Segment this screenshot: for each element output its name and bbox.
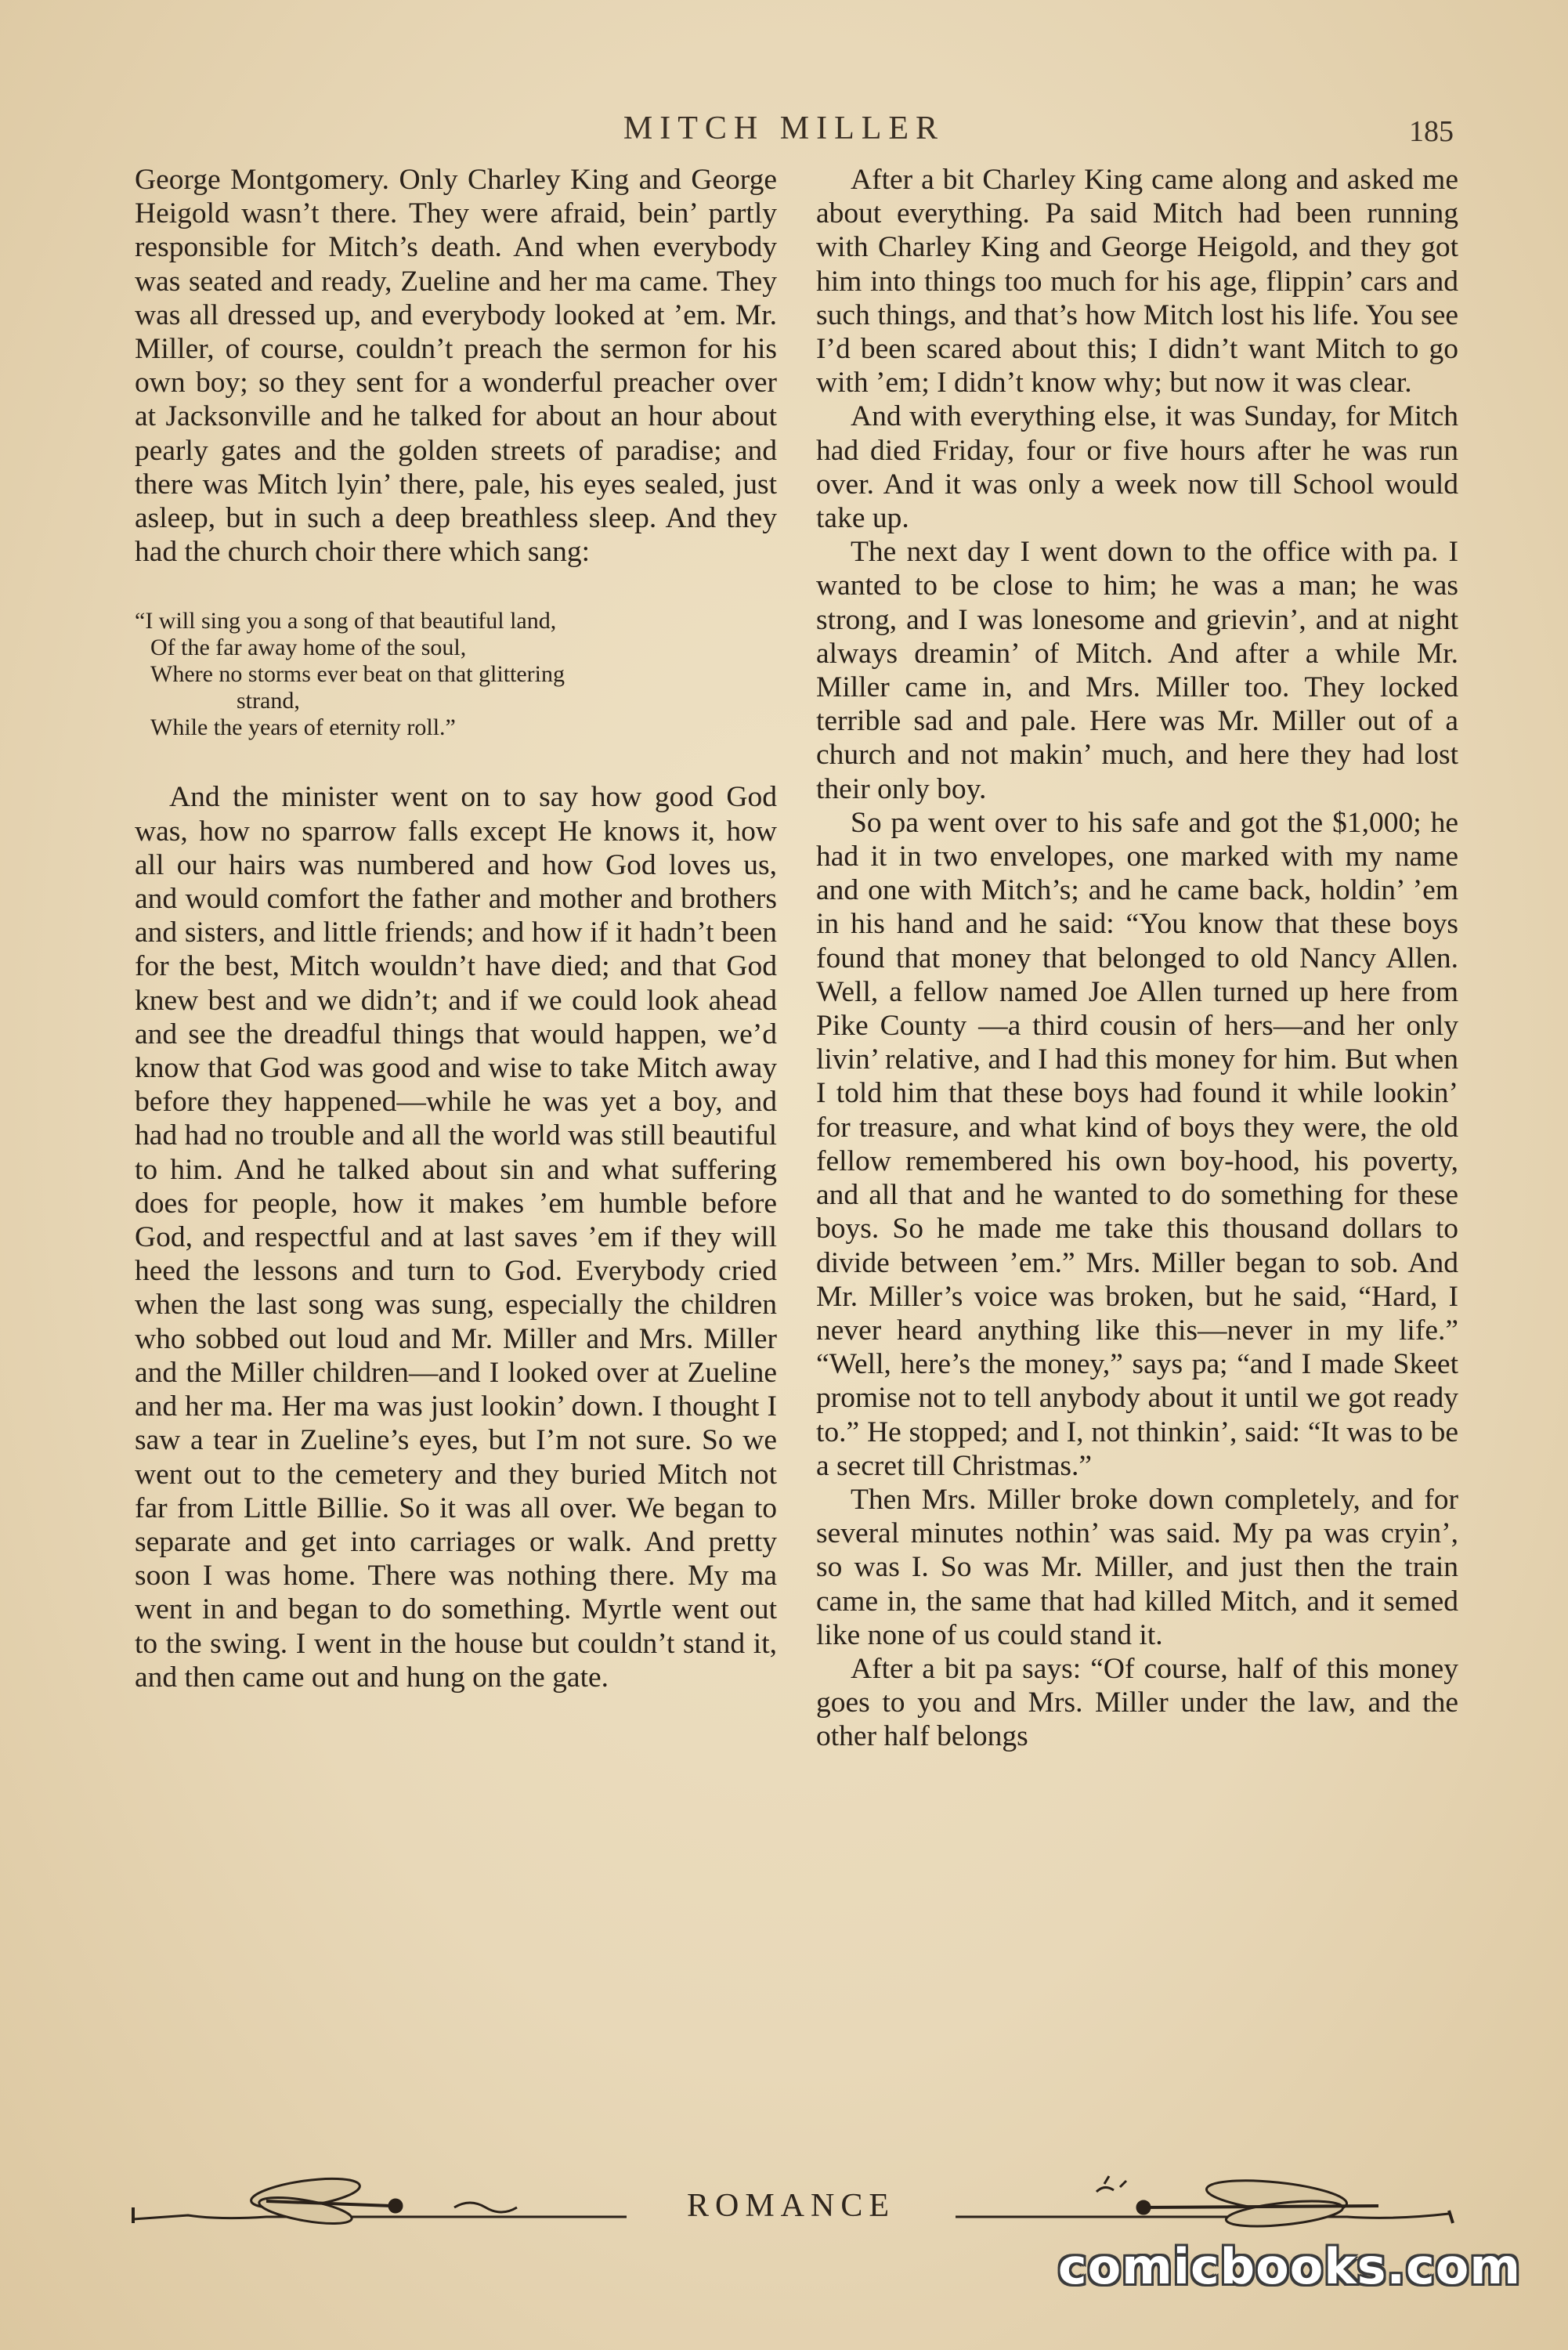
poem-line: Of the far away home of the soul, (150, 634, 467, 661)
watermark: comicbooks.com (1057, 2238, 1521, 2295)
poem-quote (135, 608, 777, 741)
poem-line: “I will sing you a song of that beautiful land, (135, 608, 557, 634)
paragraph: After a bit Charley King came along and asked me about everything. Pa said Mitch had been running with Charley King and George Heigold, and they got him into things too much for his age, flippin’ cars and such things, and that’s how Mitch lost his life. You see I’d been scared about this; I didn’t want Mitch to go with ’em; I didn’t know why; but now it was clear. (816, 164, 1458, 400)
paragraph: The next day I went down to the office with pa. I wanted to be close to him; he was a man; he was strong, and I was lonesome and grievin’, and at night always dreamin’ of Mitch. And after a while Mr. Miller came in, and Mrs. Miller too. They locked terrible sad and pale. Here was Mr. Miller out of a church and not makin’ much, and here they had lost their only boy. (816, 536, 1458, 805)
magazine-title: ROMANCE (686, 2188, 896, 2224)
paragraph: And with everything else, it was Sunday, for Mitch had died Friday, four or five hours after he was run over. And it was only a week now till School would take up. (816, 400, 1458, 535)
paragraph: And the minister went on to say how good God was, how no sparrow falls except He knows it, how all our hairs was numbered and how God loves us, and would comfort the father and mother and brothers and sisters, and little friends; and how if it hadn’t been for the best, Mitch wouldn’t have died; and that God knew best and we didn’t; and if we could look ahead and see the dreadful things that would happen, we’d know that God was good and wise to take Mitch away before they happened—while he was yet a boy, and had had no trouble and all the world was still beautiful to him. And he talked about sin and what suffering does for people, how it makes ’em humble before God, and respectful and at last saves ’em if they will heed the lessons and turn to God. Everybody cried when the last song was sung, especially the children who sobbed out loud and Mr. Miller and Mrs. Miller and the Miller children—and I looked over at Zueline and her ma. Her ma was just lookin’ down. I thought I saw a tear in Zueline’s eyes, but I’m not sure. So we went out to the cemetery and they buried Mitch not far from Little Billie. So it was all over. We began to separate and get into carriages or walk. And pretty soon I was home. There was nothing there. My ma went in and began to do something. Myrtle went out to the swing. I went in the house but couldn’t stand it, and then came out and hung on the gate. (135, 781, 777, 1694)
poem-line: Where no storms ever beat on that glittering (150, 661, 565, 688)
poem-line: strand, (237, 688, 300, 714)
running-title: MITCH MILLER (623, 110, 945, 146)
right-column (816, 163, 1458, 1754)
paragraph: Then Mrs. Miller broke down completely, and for several minutes nothin’ was said. My pa was cryin’, so was I. So was Mr. Miller, and just then the train came in, the same that had killed Mitch, and it semed like none of us could stand it. (816, 1483, 1458, 1651)
paragraph: So pa went over to his safe and got the $1,000; he had it in two envelopes, one marked with my name and one with Mitch’s; and he came back, holdin’ ’em in his hand and he said: “You know that these boys found that money that belonged to old Nancy Allen. Well, a fellow named Joe Allen turned up here from Pike County —a third cousin of hers—and her only livin’ relative, and I had this money for him. But when I told him that these boys had found it while lookin’ for treasure, and what kind of boys they were, the old fellow remembered his own boy-hood, his poverty, and all that and he wanted to do something for these boys. So he made me take this thousand dollars to divide between ’em.” Mrs. Miller began to sob. And Mr. Miller’s voice was broken, but he said, “Hard, I never heard anything like this—never in my life.” “Well, here’s the money,” says pa; “and I made Skeet promise not to tell anybody about it until we got ready to.” He stopped; and I, not thinkin’, said: “It was to be a secret till Christmas.” (816, 806, 1458, 1482)
page-footer (125, 2145, 1457, 2239)
paragraph: George Montgomery. Only Charley King and George Heigold wasn’t there. They were afraid, bein’ partly responsible for Mitch’s death. And when everybody was seated and ready, Zueline and her ma came. They was all dressed up, and everybody looked at ’em. Mr. Miller, of course, couldn’t preach the sermon for his own boy; so they sent for a wonderful preacher over at Jacksonville and he talked for about an hour about pearly gates and the golden streets of paradise; and there was Mitch lyin’ there, pale, his eyes sealed, just asleep, but in such a deep breathless sleep. And they had the church choir there which sang: (135, 164, 777, 569)
left-column (135, 163, 777, 1694)
poem-line: While the years of eternity roll.” (150, 714, 456, 741)
paragraph: After a bit pa says: “Of course, half of this money goes to you and Mrs. Miller under the law, and the other half belongs (816, 1652, 1458, 1753)
page-number: 185 (1409, 115, 1454, 148)
